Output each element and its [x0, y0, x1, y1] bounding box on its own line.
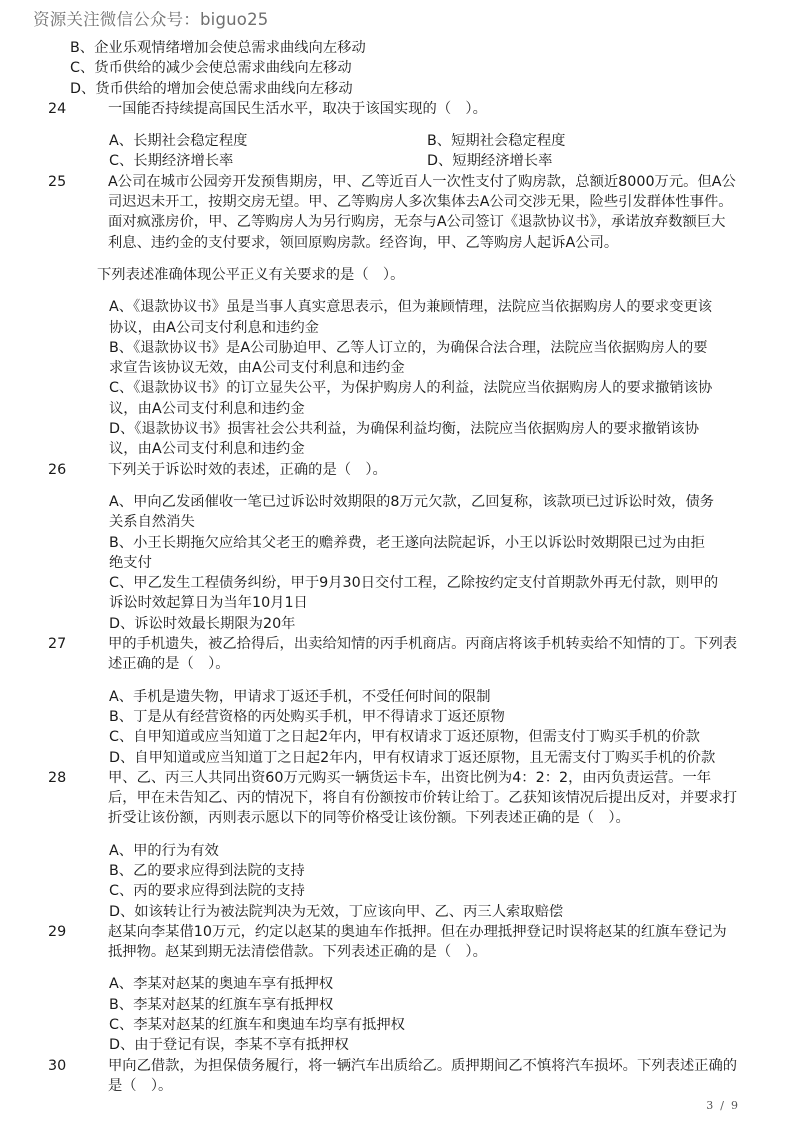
question-number: 30: [48, 1057, 67, 1074]
question-number: 24: [48, 100, 67, 117]
leading-options: [0, 38, 800, 99]
page-total: 9: [731, 1099, 738, 1112]
question-text: 一国能否持续提高国民生活水平，取决于该国实现的（ ）。: [108, 100, 487, 117]
question-text: 甲的手机遗失，被乙拾得后，出卖给知情的丙手机商店。丙商店将该手机转卖给不知情的丁。下列表述正确的是（ ）。: [108, 636, 738, 673]
watermark: 资源关注微信公众号：biguo25: [33, 10, 269, 29]
option-item: A、《退款协议书》虽是当事人真实意思表示，但为兼顾情理，法院应当依据购房人的要求变更该协议，由A公司支付利息和违约金: [109, 299, 713, 336]
option-list: [109, 687, 719, 768]
question-text: 甲向乙借款，为担保债务履行，将一辆汽车出质给乙。质押期间乙不慎将汽车损坏。下列表述正确的是（ ）。: [108, 1057, 738, 1094]
option-item: D、自甲知道或应当知道丁之日起2年内，甲有权请求丁返还原物，且无需支付丁购买手机的价款: [109, 749, 716, 766]
option-list: [109, 492, 719, 634]
option-item: B、丁是从有经营资格的丙处购买手机，甲不得请求丁返还原物: [109, 708, 505, 725]
question-number: 25: [48, 173, 67, 190]
option-item: A、甲的行为有效: [109, 842, 219, 859]
question-number: 28: [48, 769, 67, 786]
option-item: B、小王长期拖欠应给其父老王的赡养费，老王遂向法院起诉，小王以诉讼时效期限已过为由拒绝支付: [109, 534, 705, 571]
option-item: A、李某对赵某的奥迪车享有抵押权: [109, 976, 334, 993]
option-item: C、《退款协议书》的订立显失公平，为保护购房人的利益，法院应当依据购房人的要求撤销该协议，由A公司支付利息和违约金: [109, 380, 713, 417]
option-list: [109, 297, 719, 459]
question-text: 下列关于诉讼时效的表述，正确的是（ ）。: [108, 461, 387, 478]
option-item: C、自甲知道或应当知道丁之日起2年内，甲有权请求丁返还原物，但需支付丁购买手机的价款: [109, 729, 700, 746]
option-item: C、李某对赵某的红旗车和奥迪车均享有抵押权: [109, 1017, 405, 1034]
option-item: D、如该转让行为被法院判决为无效，丁应该向甲、乙、丙三人索取赔偿: [109, 903, 564, 920]
page-number: 3: [706, 1099, 714, 1112]
option-item: D、短期经济增长率: [427, 153, 553, 170]
question-text: A公司在城市公园旁开发预售期房，甲、乙等近百人一次性支付了购房款，总额近8000万元。但A公司迟迟未开工，按期交房无望。甲、乙等购房人多次集体去A公司交涉无果，险些引发群体性事件。面对疯涨房价，甲、乙等购房人为另行购房，无奈与A公司签订《退款协议书》，承诺放弃数额巨大利息、违约金的支付要求，领回原购房款。经咨询，甲、乙等购房人起诉A公司。: [108, 173, 736, 251]
option-item: D、诉讼时效最长期限为20年: [109, 615, 296, 632]
question-number: 27: [48, 636, 67, 653]
question-30: [0, 1056, 800, 1097]
page-footer: [706, 1099, 738, 1112]
option-list: [109, 974, 719, 1055]
option-item: A、手机是遗失物，甲请求丁返还手机，不受任何时间的限制: [109, 688, 491, 705]
page-separator: /: [720, 1099, 724, 1112]
question-number: 29: [48, 923, 67, 940]
option-item: C、甲乙发生工程债务纠纷，甲于9月30日交付工程，乙除按约定支付首期款外再无付款，则甲的诉讼时效起算日为当年10月1日: [109, 575, 719, 612]
option-item: A、长期社会稳定程度: [109, 133, 248, 150]
option-item: C、丙的要求应得到法院的支持: [109, 883, 305, 900]
option-item: D、货币供给的增加会使总需求曲线向左移动: [70, 80, 353, 97]
question-28: [0, 768, 800, 922]
option-item: B、乙的要求应得到法院的支持: [109, 862, 305, 879]
question-list: [0, 99, 800, 1096]
option-item: B、《退款协议书》是A公司胁迫甲、乙等人订立的，为确保合法合理，法院应当依据购房人的要求宣告该协议无效，由A公司支付利息和违约金: [109, 339, 708, 377]
option-item: A、甲向乙发函催收一笔已过诉讼时效期限的8万元欠款，乙回复称，该款项已过诉讼时效，债务关系自然消失: [109, 493, 715, 531]
question-text: 甲、乙、丙三人共同出资60万元购买一辆货运卡车，出资比例为4：2：2，由丙负责运营。一年后，甲在未告知乙、丙的情况下，将自有份额按市价转让给丁。乙获知该情况后提出反对，并要求打折受让该份额，丙则表示愿以下的同等价格受让该份额。下列表述正确的是（ ）。: [108, 769, 738, 827]
document-body: [0, 38, 800, 1096]
question-29: [0, 922, 800, 1056]
question-number: 26: [48, 461, 67, 478]
option-item: B、李某对赵某的红旗车享有抵押权: [109, 996, 334, 1013]
option-list: [109, 841, 719, 922]
option-item: C、货币供给的减少会使总需求曲线向左移动: [70, 60, 352, 77]
question-text: 赵某向李某借10万元，约定以赵某的奥迪车作抵押。但在办理抵押登记时误将赵某的红旗车登记为抵押物。赵某到期无法清偿借款。下列表述正确的是（ ）。: [108, 923, 727, 961]
option-item: B、企业乐观情绪增加会使总需求曲线向左移动: [70, 40, 366, 56]
question-27: [0, 634, 800, 768]
option-item: B、短期社会稳定程度: [427, 133, 566, 150]
question-26: [0, 460, 800, 634]
option-item: C、长期经济增长率: [109, 153, 234, 170]
question-24: [0, 99, 800, 172]
question-prompt: 下列表述准确体现公平正义有关要求的是（ ）。: [97, 266, 405, 283]
question-25: [0, 172, 800, 460]
option-item: D、由于登记有误，李某不享有抵押权: [109, 1037, 349, 1054]
option-item: D、《退款协议书》损害社会公共利益，为确保利益均衡，法院应当依据购房人的要求撤销该协议，由A公司支付利息和违约金: [109, 421, 700, 458]
option-list: [109, 131, 719, 172]
